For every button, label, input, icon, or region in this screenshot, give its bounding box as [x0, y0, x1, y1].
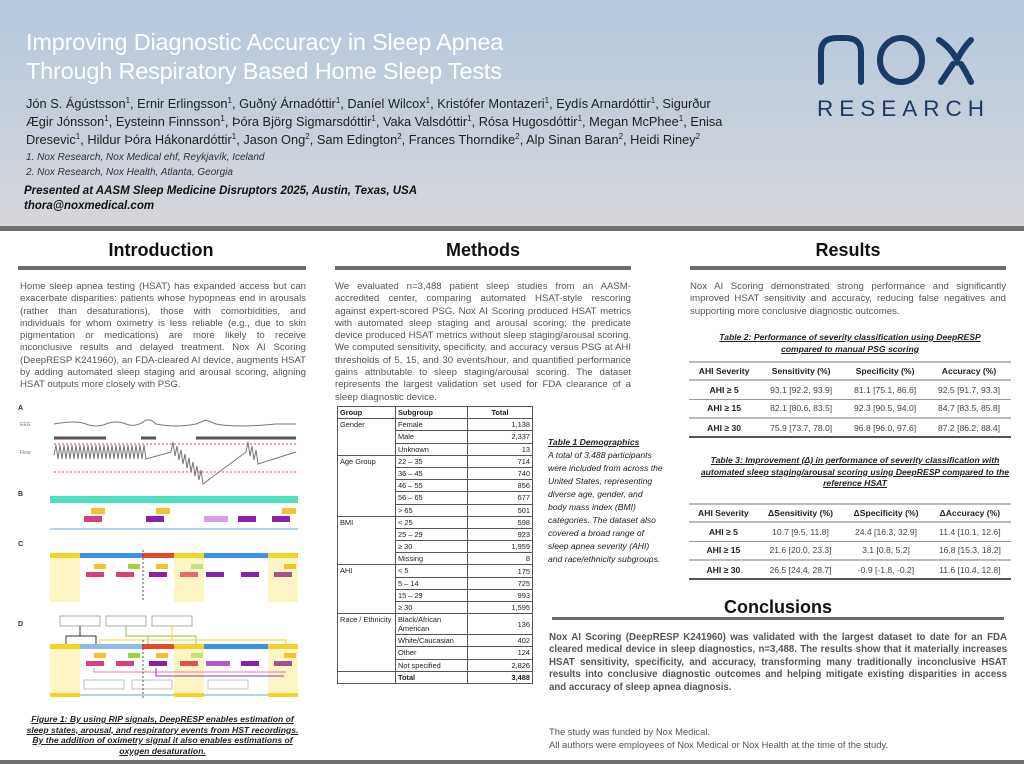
total-cell: 2,826: [468, 659, 533, 671]
introduction-text: Home sleep apnea testing (HSAT) has expanded access but can exacerbate disparities: patients whose hypopneas end in arousals (rather than desaturations), those with comorbidities, and individuals for whom oximetry is less reliable (e.g., due to skin pigmentation or medications) are more likely to receive inconclusive results and delayed treatment. Nox AI Scoring (DeepRESP K241960), an FDA-cleared AI device, augments HSAT by adding automated sleep staging and arousal scoring, aligning HSAT outputs more closely with PSG.: [20, 281, 306, 391]
table-row: [689, 380, 1011, 399]
subgroup-cell: White/Caucasian: [396, 635, 468, 647]
column-header: ΔAccuracy (%): [929, 504, 1011, 522]
table-1-caption-title: Table 1 Demographics: [548, 437, 640, 447]
nox-logo-mark: [815, 30, 975, 90]
subgroup-cell: 46 – 55: [396, 480, 468, 492]
author-name: Sam Edington: [316, 132, 398, 147]
affiliation: 1. Nox Research, Nox Medical ehf, Reykjavík, Iceland: [26, 152, 265, 163]
author-name: Enisa: [690, 114, 723, 129]
subgroup-cell: Unknown: [396, 443, 468, 455]
author-name: Heidi Riney: [630, 132, 696, 147]
conclusions-text: Nox AI Scoring (DeepRESP K241960) was validated with the largest dataset to date for an FDA cleared medical device in sleep diagnostics, n=3,488. The results show that it materially increases HSAT sensitivity, specificity, and accuracy, transforming many traditionally inconclusive HSAT results into conclusive diagnostic outcomes and helping mitigate existing disparities in access and accuracy of sleep apnea diagnosis.: [549, 632, 1007, 693]
table-3-caption: Table 3: Improvement (Δ) in performance of severity classification with automated sleep staging/arousal scoring using DeepRESP compared to the reference HSAT: [700, 455, 1010, 488]
total-cell: 175: [468, 565, 533, 577]
author-name: Dresevic: [26, 132, 76, 147]
total-cell: 993: [468, 589, 533, 601]
author-name: Eysteinn Finnsson: [115, 114, 221, 129]
author-name: Rósa Hugosdóttir: [478, 114, 578, 129]
author-line: Ægir Jónsson$^1$, Eysteinn Finnsson$^1$, Þóra Björg Sigmarsdóttir$^1$, Vaka Valsdóttir$^1$, Rósa Hugosdóttir$^1$, Megan McPhee$^1$, Enisa: [26, 114, 723, 129]
subgroup-cell: < 25: [396, 516, 468, 528]
introduction-heading: Introduction: [108, 240, 214, 260]
value-cell: 93.1 [92.2, 93.9]: [759, 380, 843, 399]
severity-cell: AHI ≥ 30: [689, 560, 758, 579]
total-cell: 1,595: [468, 602, 533, 614]
methods-heading: Methods: [446, 240, 520, 260]
table-row: [338, 565, 533, 577]
column-header: AHI Severity: [689, 362, 759, 380]
footer-divider: [0, 760, 1024, 764]
affiliation-marker: 1: [544, 96, 550, 105]
improvement-table: [689, 503, 1011, 580]
group-cell: AHI: [338, 565, 396, 614]
author-name: Eydís Arnardóttir: [556, 96, 651, 111]
table-row: [338, 614, 533, 635]
table-row: [338, 455, 533, 467]
value-cell: 10.7 [9.5, 11.8]: [758, 522, 844, 541]
table-row: [689, 522, 1011, 541]
subgroup-cell: Missing: [396, 553, 468, 565]
value-cell: 96.8 [96.0, 97.6]: [843, 418, 927, 437]
total-cell: 598: [468, 516, 533, 528]
column-header: Group: [338, 407, 396, 419]
value-cell: 81.1 [75.1, 86.6]: [843, 380, 927, 399]
affiliation-marker: 1: [227, 96, 232, 105]
author-name: Sigurður: [662, 96, 711, 111]
value-cell: 21.6 [20.0, 23.3]: [758, 541, 844, 560]
value-cell: 3.1 [0.8, 5.2]: [843, 541, 929, 560]
total-cell: 856: [468, 480, 533, 492]
author-name: Ægir Jónsson: [26, 114, 105, 129]
column-header: Subgroup: [396, 407, 468, 419]
table-1-caption: [548, 436, 663, 566]
total-cell: 402: [468, 635, 533, 647]
value-cell: 92.3 [90.5, 94.0]: [843, 399, 927, 418]
table-row: [689, 541, 1011, 560]
total-cell: 740: [468, 467, 533, 479]
value-cell: 26.5 [24.4, 28.7]: [758, 560, 844, 579]
figure-1-caption: Figure 1: By using RIP signals, DeepRESP enables estimation of sleep states, arousal, and respiratory events from HST recordings. By the addition of oximetry signal it also enables estimations of oxygen desaturation.: [26, 714, 299, 756]
empty-cell: [338, 671, 396, 683]
value-cell: 24.4 [16.3, 32.9]: [843, 522, 929, 541]
panel-label: C: [18, 541, 24, 548]
affiliation-marker: 1: [371, 114, 376, 123]
affiliation-marker: 1: [104, 114, 109, 123]
author-line: Dresevic$^1$, Hildur Þóra Hákonardóttir$^1$, Jason Ong$^2$, Sam Edington$^2$, Frances Thorndike$^2$, Alp Sinan Baran$^2$, Heidi Riney$^2$: [26, 132, 701, 147]
affiliation-marker: 1: [231, 132, 237, 141]
affiliation-marker: 1: [220, 114, 225, 123]
affiliation-marker: 2: [397, 132, 402, 141]
title-line: Through Respiratory Based Home Sleep Tests: [26, 58, 502, 84]
subgroup-cell: 25 – 29: [396, 528, 468, 540]
group-cell: Gender: [338, 419, 396, 456]
table-header-row: [689, 504, 1011, 522]
column-header: AHI Severity: [689, 504, 758, 522]
author-name: Kristófer Montazeri: [437, 96, 545, 111]
subgroup-cell: ≥ 30: [396, 541, 468, 553]
logo-subword: RESEARCH: [817, 96, 991, 121]
table-2-caption: Table 2: Performance of severity classification using DeepRESP compared to manual PSG scoring: [719, 332, 981, 354]
contact-email[interactable]: thora@noxmedical.com: [24, 200, 155, 212]
subgroup-cell: 15 – 29: [396, 589, 468, 601]
affiliation-marker: 2: [618, 132, 624, 141]
total-value: 3,488: [468, 671, 533, 683]
severity-cell: AHI ≥ 15: [689, 541, 758, 560]
author-list: [26, 95, 796, 149]
table-row: [689, 399, 1011, 418]
group-cell: BMI: [338, 516, 396, 565]
column-header: Sensitivity (%): [759, 362, 843, 380]
results-text: Nox AI Scoring demonstrated strong performance and significantly improved HSAT sensitivity and accuracy, reducing false negatives and supporting more conclusive diagnostic outcomes.: [690, 281, 1006, 317]
value-cell: 11.4 [10.1, 12.6]: [929, 522, 1011, 541]
value-cell: 11.6 [10.4, 12.8]: [929, 560, 1011, 579]
methods-text: We evaluated n=3,488 patient sleep studies from an AASM-accredited center, comparing automated HSAT-style rescoring against expert-scored PSG. Nox AI Scoring produced HSAT metrics with automated sleep staging and arousal scoring; the predicate device produced HSAT metrics without sleep staging/arousal scoring. We computed sensitivity, specificity, and accuracy versus PSG at AHI thresholds of 5, 15, and 30 events/hour, and quantified performance gains attributable to sleep staging/arousal scoring. The dataset represents the largest validation set used for FDA clearance of a sleep diagnostic device.: [335, 281, 631, 403]
column-header: Specificity (%): [843, 362, 927, 380]
subgroup-cell: Male: [396, 431, 468, 443]
subgroup-cell: ≥ 30: [396, 602, 468, 614]
author-name: Megan McPhee: [589, 114, 679, 129]
subgroup-cell: Female: [396, 419, 468, 431]
introduction-rule: [18, 266, 306, 270]
total-row: [338, 671, 533, 683]
author-name: Daníel Wilcox: [347, 96, 426, 111]
total-cell: 501: [468, 504, 533, 516]
demographics-table: [337, 406, 533, 684]
methods-rule: [335, 266, 631, 270]
affiliation-marker: 1: [335, 96, 341, 105]
title-line: Improving Diagnostic Accuracy in Sleep Apnea: [26, 29, 504, 55]
subgroup-cell: Not specified: [396, 659, 468, 671]
subgroup-cell: 56 – 65: [396, 492, 468, 504]
table-header-row: [338, 407, 533, 419]
total-cell: 923: [468, 528, 533, 540]
subgroup-cell: < 5: [396, 565, 468, 577]
affiliation-marker: 1: [650, 96, 656, 105]
table-row: [338, 419, 533, 431]
funding-info: [549, 726, 888, 751]
conclusions-rule: [552, 617, 1004, 620]
value-cell: 84.7 [83.5, 85.8]: [927, 399, 1011, 418]
total-label: Total: [396, 671, 468, 683]
author-name: Hildur Þóra Hákonardóttir: [87, 132, 232, 147]
table-header-row: [689, 362, 1011, 380]
total-cell: 2,337: [468, 431, 533, 443]
group-cell: Race / Ethnicity: [338, 614, 396, 672]
column-header: Accuracy (%): [927, 362, 1011, 380]
performance-table: [689, 361, 1011, 438]
subgroup-cell: 36 – 45: [396, 467, 468, 479]
disclosure-statement: All authors were employees of Nox Medical or Nox Health at the time of the study.: [549, 738, 889, 750]
results-rule: [690, 266, 1006, 270]
affiliation-marker: 1: [425, 96, 431, 105]
affiliation-marker: 1: [125, 96, 131, 105]
affiliation: 2. Nox Research, Nox Health, Atlanta, Georgia: [26, 167, 233, 178]
value-cell: 87.2 [86.2, 88.4]: [927, 418, 1011, 437]
author-name: Ernir Erlingsson: [137, 96, 228, 111]
value-cell: 82.1 [80.6, 83.5]: [759, 399, 843, 418]
poster-header: [0, 0, 1024, 226]
column-header: Total: [468, 407, 533, 419]
affiliation-marker: 2: [515, 132, 520, 141]
panel-label: D: [18, 621, 24, 628]
value-cell: 92.5 [91.7, 93.3]: [927, 380, 1011, 399]
total-cell: 1,138: [468, 419, 533, 431]
total-cell: 136: [468, 614, 533, 635]
results-heading: Results: [815, 240, 881, 260]
subgroup-cell: Black/African American: [396, 614, 468, 635]
total-cell: 725: [468, 577, 533, 589]
author-name: Vaka Valsdóttir: [382, 114, 468, 129]
total-cell: 677: [468, 492, 533, 504]
total-cell: 124: [468, 647, 533, 659]
funding-statement: The study was funded by Nox Medical.: [549, 726, 711, 737]
table-row: [689, 418, 1011, 437]
presentation-info: [24, 184, 417, 214]
affiliation-marker: 1: [678, 114, 684, 123]
author-name: Frances Thorndike: [408, 132, 516, 147]
group-cell: Age Group: [338, 455, 396, 516]
subgroup-cell: Other: [396, 647, 468, 659]
author-name: Þóra Björg Sigmarsdóttir: [231, 114, 372, 129]
affiliation-marker: 1: [467, 114, 472, 123]
affiliation-marker: 1: [75, 132, 81, 141]
author-name: Jason Ong: [243, 132, 306, 147]
panel-label: B: [18, 491, 24, 498]
nox-research-logo: [815, 30, 991, 121]
header-divider: [0, 226, 1024, 231]
svg-text:EEG: EEG: [20, 422, 31, 428]
conclusions-heading: Conclusions: [723, 597, 832, 617]
panel-label: A: [18, 405, 24, 412]
value-cell: 75.9 [73.7, 78.0]: [759, 418, 843, 437]
table-row: [689, 560, 1011, 579]
severity-cell: AHI ≥ 5: [689, 380, 759, 399]
table-1-caption-text: A total of 3,488 participants were included from across the United States, representing diverse age, gender, and body mass index (BMI) categories. The dataset also covered a broad range of sleep apnea severity (AHI) and race/ethnicity subgroups.: [548, 450, 663, 564]
value-cell: -0.9 [-1.8, -0.2]: [843, 560, 929, 579]
value-cell: 16.8 [15.3, 18.2]: [929, 541, 1011, 560]
total-cell: 13: [468, 443, 533, 455]
affiliation-marker: 1: [577, 114, 583, 123]
figure-1-graphic: [16, 400, 306, 710]
severity-cell: AHI ≥ 5: [689, 522, 758, 541]
subgroup-cell: 5 – 14: [396, 577, 468, 589]
total-cell: 8: [468, 553, 533, 565]
severity-cell: AHI ≥ 30: [689, 418, 759, 437]
column-header: ΔSensitivity (%): [758, 504, 844, 522]
presented-at: Presented at AASM Sleep Medicine Disruptors 2025, Austin, Texas, USA: [24, 185, 418, 197]
author-name: Jón S. Ágústsson: [26, 96, 126, 111]
affiliation-marker: 2: [305, 132, 310, 141]
total-cell: 714: [468, 455, 533, 467]
author-name: Guðný Árnadóttir: [239, 96, 336, 111]
poster-title: [26, 28, 586, 86]
svg-text:Flow: Flow: [20, 450, 31, 456]
total-cell: 1,959: [468, 541, 533, 553]
severity-cell: AHI ≥ 15: [689, 399, 759, 418]
affiliations: [26, 150, 264, 180]
affiliation-marker: 2: [695, 132, 701, 141]
subgroup-cell: > 65: [396, 504, 468, 516]
author-line: Jón S. Ágústsson$^1$, Ernir Erlingsson$^1$, Guðný Árnadóttir$^1$, Daníel Wilcox$^1$, Kristófer Montazeri$^1$, Eydís Arnardóttir$^1$, Sigurður: [26, 96, 711, 111]
table-row: [338, 516, 533, 528]
figure-1: [16, 400, 306, 710]
subgroup-cell: 22 – 35: [396, 455, 468, 467]
author-name: Alp Sinan Baran: [526, 132, 619, 147]
column-header: ΔSpecificity (%): [843, 504, 929, 522]
